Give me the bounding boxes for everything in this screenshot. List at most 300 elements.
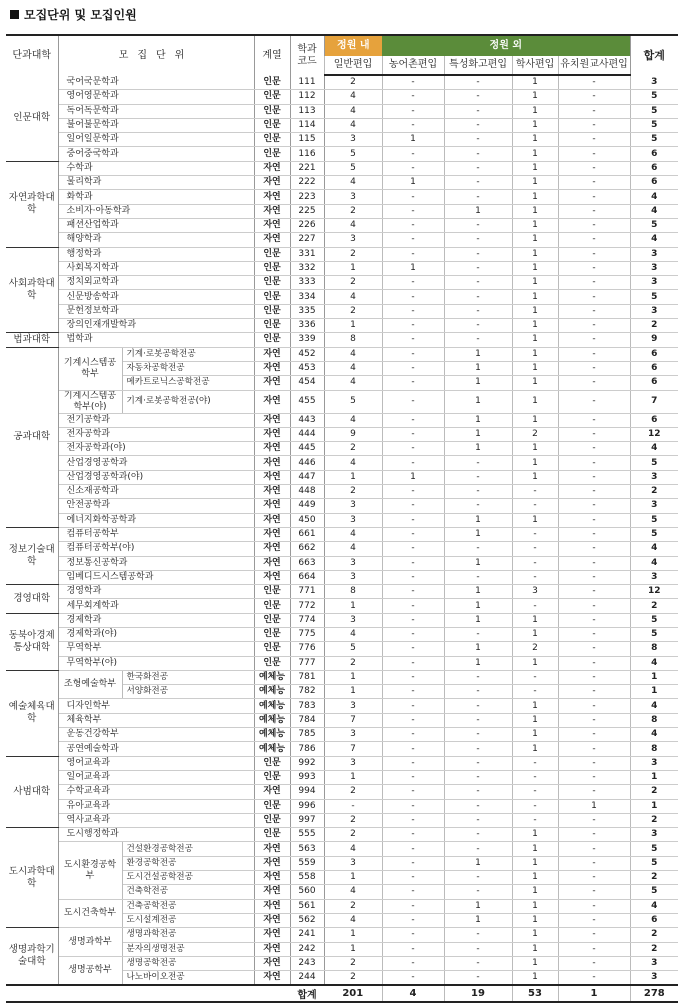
unit-cell: 건축학전공 xyxy=(122,885,254,899)
specialized-cell: - xyxy=(444,971,512,986)
row-total-cell: 4 xyxy=(630,899,678,913)
bachelor-cell: 1 xyxy=(512,376,558,390)
specialized-cell: - xyxy=(444,104,512,118)
farming-cell: - xyxy=(382,899,444,913)
table-row xyxy=(6,218,678,232)
farming-cell: - xyxy=(382,376,444,390)
row-total-cell: 1 xyxy=(630,670,678,684)
specialized-cell: 1 xyxy=(444,913,512,927)
code-cell: 448 xyxy=(290,485,324,499)
bachelor-cell: 1 xyxy=(512,713,558,727)
specialized-cell: 1 xyxy=(444,656,512,670)
general-cell: 1 xyxy=(324,261,382,275)
code-cell: 783 xyxy=(290,699,324,713)
type-cell: 자연 xyxy=(254,527,290,541)
bachelor-cell: - xyxy=(512,499,558,513)
header-code-line2: 코드 xyxy=(297,55,317,67)
general-cell: 4 xyxy=(324,104,382,118)
farming-cell: - xyxy=(382,233,444,247)
total-label: 합계 xyxy=(290,985,324,1002)
bachelor-cell: - xyxy=(512,813,558,827)
row-total-cell: 1 xyxy=(630,799,678,813)
type-cell: 인문 xyxy=(254,333,290,347)
farming-cell: - xyxy=(382,542,444,556)
row-total-cell: 5 xyxy=(630,104,678,118)
bachelor-cell: 1 xyxy=(512,627,558,641)
general-cell: 8 xyxy=(324,585,382,599)
unit-cell: 산업경영공학과(야) xyxy=(58,470,254,484)
specialized-cell: - xyxy=(444,770,512,784)
kindergarten-cell: - xyxy=(558,233,630,247)
farming-cell: - xyxy=(382,585,444,599)
unit-cell: 문헌정보학과 xyxy=(58,304,254,318)
specialized-cell: - xyxy=(444,670,512,684)
college-cell: 법과대학 xyxy=(6,333,58,347)
unit-cell: 기계·로봇공학전공 xyxy=(122,347,254,361)
table-row xyxy=(6,599,678,613)
type-cell: 인문 xyxy=(254,133,290,147)
table-row xyxy=(6,928,678,942)
unit-cell: 장의인재개발학과 xyxy=(58,319,254,333)
row-total-cell: 6 xyxy=(630,376,678,390)
type-cell: 인문 xyxy=(254,599,290,613)
unit-cell: 메카트로닉스공학전공 xyxy=(122,376,254,390)
farming-cell: - xyxy=(382,699,444,713)
table-row xyxy=(6,104,678,118)
type-cell: 자연 xyxy=(254,427,290,441)
general-cell: 4 xyxy=(324,90,382,104)
code-cell: 222 xyxy=(290,176,324,190)
unit-cell: 한국화전공 xyxy=(122,670,254,684)
type-cell: 인문 xyxy=(254,276,290,290)
bachelor-cell: 1 xyxy=(512,942,558,956)
code-cell: 225 xyxy=(290,204,324,218)
unit-cell: 해양학과 xyxy=(58,233,254,247)
kindergarten-cell: - xyxy=(558,842,630,856)
farming-cell: - xyxy=(382,942,444,956)
bachelor-cell: 1 xyxy=(512,956,558,970)
kindergarten-cell: - xyxy=(558,513,630,527)
general-cell: 1 xyxy=(324,871,382,885)
farming-cell: - xyxy=(382,670,444,684)
sub-division-cell: 기계시스템공학부 xyxy=(58,347,122,390)
unit-cell: 환경공학전공 xyxy=(122,856,254,870)
kindergarten-cell: - xyxy=(558,442,630,456)
code-cell: 335 xyxy=(290,304,324,318)
row-total-cell: 5 xyxy=(630,118,678,132)
code-cell: 453 xyxy=(290,361,324,375)
farming-cell: - xyxy=(382,247,444,261)
bachelor-cell: - xyxy=(512,756,558,770)
total-kindergarten: 1 xyxy=(558,985,630,1002)
sub-division-cell: 생명공학부 xyxy=(58,956,122,985)
type-cell: 자연 xyxy=(254,956,290,970)
bachelor-cell: - xyxy=(512,785,558,799)
table-row xyxy=(6,956,678,970)
college-cell: 경영대학 xyxy=(6,585,58,614)
type-cell: 자연 xyxy=(254,570,290,584)
kindergarten-cell: - xyxy=(558,913,630,927)
row-total-cell: 3 xyxy=(630,247,678,261)
farming-cell: - xyxy=(382,333,444,347)
unit-cell: 디자인학부 xyxy=(58,699,254,713)
farming-cell: - xyxy=(382,713,444,727)
table-row xyxy=(6,813,678,827)
unit-cell: 사회복지학과 xyxy=(58,261,254,275)
kindergarten-cell: - xyxy=(558,828,630,842)
college-cell: 사범대학 xyxy=(6,756,58,827)
general-cell: 2 xyxy=(324,247,382,261)
farming-cell: - xyxy=(382,527,444,541)
total-farming: 4 xyxy=(382,985,444,1002)
row-total-cell: 5 xyxy=(630,290,678,304)
type-cell: 자연 xyxy=(254,233,290,247)
row-total-cell: 5 xyxy=(630,885,678,899)
bachelor-cell: 1 xyxy=(512,361,558,375)
bachelor-cell: 1 xyxy=(512,871,558,885)
general-cell: 5 xyxy=(324,642,382,656)
kindergarten-cell: - xyxy=(558,542,630,556)
bachelor-cell: 1 xyxy=(512,728,558,742)
code-cell: 775 xyxy=(290,627,324,641)
specialized-cell: - xyxy=(444,147,512,161)
unit-cell: 세무회계학과 xyxy=(58,599,254,613)
kindergarten-cell: - xyxy=(558,376,630,390)
row-total-cell: 8 xyxy=(630,642,678,656)
bachelor-cell: - xyxy=(512,556,558,570)
total-specialized: 19 xyxy=(444,985,512,1002)
unit-cell: 영어교육과 xyxy=(58,756,254,770)
bachelor-cell: - xyxy=(512,570,558,584)
row-total-cell: 4 xyxy=(630,233,678,247)
type-cell: 자연 xyxy=(254,176,290,190)
bachelor-cell: 1 xyxy=(512,613,558,627)
kindergarten-cell: - xyxy=(558,885,630,899)
general-cell: 4 xyxy=(324,413,382,427)
code-cell: 116 xyxy=(290,147,324,161)
bachelor-cell: 1 xyxy=(512,190,558,204)
header-bachelor: 학사편입 xyxy=(512,56,558,75)
code-cell: 445 xyxy=(290,442,324,456)
kindergarten-cell: - xyxy=(558,856,630,870)
specialized-cell: 1 xyxy=(444,376,512,390)
table-row xyxy=(6,513,678,527)
kindergarten-cell: - xyxy=(558,971,630,986)
farming-cell: - xyxy=(382,390,444,413)
bachelor-cell: 1 xyxy=(512,656,558,670)
farming-cell: - xyxy=(382,842,444,856)
row-total-cell: 3 xyxy=(630,304,678,318)
general-cell: 3 xyxy=(324,190,382,204)
farming-cell: - xyxy=(382,613,444,627)
kindergarten-cell: - xyxy=(558,361,630,375)
bachelor-cell: 1 xyxy=(512,204,558,218)
specialized-cell: 1 xyxy=(444,513,512,527)
general-cell: - xyxy=(324,799,382,813)
type-cell: 인문 xyxy=(254,770,290,784)
specialized-cell: - xyxy=(444,956,512,970)
farming-cell: - xyxy=(382,90,444,104)
code-cell: 331 xyxy=(290,247,324,261)
row-total-cell: 12 xyxy=(630,427,678,441)
farming-cell: - xyxy=(382,161,444,175)
bachelor-cell: 1 xyxy=(512,442,558,456)
specialized-cell: - xyxy=(444,928,512,942)
row-total-cell: 3 xyxy=(630,276,678,290)
farming-cell: - xyxy=(382,513,444,527)
code-cell: 994 xyxy=(290,785,324,799)
code-cell: 996 xyxy=(290,799,324,813)
table-row xyxy=(6,75,678,90)
general-cell: 3 xyxy=(324,133,382,147)
unit-cell: 컴퓨터공학부 xyxy=(58,527,254,541)
unit-cell: 역사교육과 xyxy=(58,813,254,827)
code-cell: 661 xyxy=(290,527,324,541)
general-cell: 2 xyxy=(324,304,382,318)
type-cell: 자연 xyxy=(254,885,290,899)
kindergarten-cell: - xyxy=(558,390,630,413)
farming-cell: - xyxy=(382,928,444,942)
unit-cell: 서양화전공 xyxy=(122,685,254,699)
general-cell: 4 xyxy=(324,376,382,390)
table-row xyxy=(6,442,678,456)
specialized-cell: - xyxy=(444,176,512,190)
bachelor-cell: 1 xyxy=(512,856,558,870)
bachelor-cell: 1 xyxy=(512,456,558,470)
code-cell: 784 xyxy=(290,713,324,727)
table-row xyxy=(6,118,678,132)
farming-cell: - xyxy=(382,456,444,470)
row-total-cell: 5 xyxy=(630,527,678,541)
unit-cell: 생명공학전공 xyxy=(122,956,254,970)
specialized-cell: - xyxy=(444,728,512,742)
specialized-cell: - xyxy=(444,685,512,699)
type-cell: 자연 xyxy=(254,390,290,413)
code-cell: 444 xyxy=(290,427,324,441)
general-cell: 4 xyxy=(324,913,382,927)
header-farming: 농어촌편입 xyxy=(382,56,444,75)
general-cell: 3 xyxy=(324,499,382,513)
type-cell: 예체능 xyxy=(254,742,290,756)
type-cell: 인문 xyxy=(254,247,290,261)
table-row xyxy=(6,585,678,599)
general-cell: 4 xyxy=(324,842,382,856)
farming-cell: - xyxy=(382,347,444,361)
table-row xyxy=(6,176,678,190)
farming-cell: - xyxy=(382,204,444,218)
kindergarten-cell: - xyxy=(558,670,630,684)
recruitment-table xyxy=(6,34,678,1003)
specialized-cell: 1 xyxy=(444,856,512,870)
total-general: 201 xyxy=(324,985,382,1002)
specialized-cell: - xyxy=(444,333,512,347)
unit-cell: 물리학과 xyxy=(58,176,254,190)
table-row xyxy=(6,319,678,333)
bachelor-cell: 1 xyxy=(512,290,558,304)
header-unit xyxy=(58,35,254,75)
unit-cell: 독어독문학과 xyxy=(58,104,254,118)
header-unit-text: 모집단위 xyxy=(118,49,194,61)
kindergarten-cell: - xyxy=(558,585,630,599)
kindergarten-cell: - xyxy=(558,290,630,304)
specialized-cell: - xyxy=(444,75,512,90)
type-cell: 인문 xyxy=(254,304,290,318)
unit-cell: 일어일문학과 xyxy=(58,133,254,147)
kindergarten-cell: - xyxy=(558,685,630,699)
code-cell: 558 xyxy=(290,871,324,885)
row-total-cell: 2 xyxy=(630,785,678,799)
unit-cell: 경제학과(야) xyxy=(58,627,254,641)
farming-cell: - xyxy=(382,413,444,427)
kindergarten-cell: - xyxy=(558,247,630,261)
kindergarten-cell: - xyxy=(558,699,630,713)
kindergarten-cell: - xyxy=(558,928,630,942)
row-total-cell: 6 xyxy=(630,176,678,190)
table-row xyxy=(6,842,678,856)
kindergarten-cell: - xyxy=(558,133,630,147)
row-total-cell: 4 xyxy=(630,556,678,570)
code-cell: 663 xyxy=(290,556,324,570)
code-cell: 244 xyxy=(290,971,324,986)
table-row xyxy=(6,390,678,413)
code-cell: 226 xyxy=(290,218,324,232)
type-cell: 인문 xyxy=(254,75,290,90)
code-cell: 772 xyxy=(290,599,324,613)
kindergarten-cell: - xyxy=(558,190,630,204)
specialized-cell: - xyxy=(444,319,512,333)
table-row xyxy=(6,413,678,427)
type-cell: 자연 xyxy=(254,513,290,527)
type-cell: 자연 xyxy=(254,413,290,427)
table-row xyxy=(6,670,678,684)
row-total-cell: 3 xyxy=(630,75,678,90)
general-cell: 7 xyxy=(324,713,382,727)
farming-cell: - xyxy=(382,427,444,441)
farming-cell: - xyxy=(382,785,444,799)
farming-cell: - xyxy=(382,756,444,770)
general-cell: 3 xyxy=(324,570,382,584)
header-kindergarten: 유치원교사편입 xyxy=(558,56,630,75)
header-specialized: 특성화고편입 xyxy=(444,56,512,75)
table-row xyxy=(6,527,678,541)
unit-cell: 정보통신공학과 xyxy=(58,556,254,570)
kindergarten-cell: - xyxy=(558,556,630,570)
bachelor-cell: 1 xyxy=(512,161,558,175)
farming-cell: - xyxy=(382,276,444,290)
specialized-cell: - xyxy=(444,799,512,813)
table-row xyxy=(6,190,678,204)
row-total-cell: 1 xyxy=(630,685,678,699)
type-cell: 인문 xyxy=(254,104,290,118)
general-cell: 4 xyxy=(324,218,382,232)
row-total-cell: 4 xyxy=(630,699,678,713)
table-row xyxy=(6,133,678,147)
code-cell: 563 xyxy=(290,842,324,856)
general-cell: 1 xyxy=(324,770,382,784)
general-cell: 3 xyxy=(324,613,382,627)
code-cell: 455 xyxy=(290,390,324,413)
bachelor-cell: - xyxy=(512,542,558,556)
table-row xyxy=(6,770,678,784)
table-row xyxy=(6,828,678,842)
type-cell: 자연 xyxy=(254,347,290,361)
kindergarten-cell: - xyxy=(558,319,630,333)
specialized-cell: - xyxy=(444,627,512,641)
table-row xyxy=(6,785,678,799)
general-cell: 2 xyxy=(324,204,382,218)
kindergarten-cell: - xyxy=(558,728,630,742)
farming-cell: - xyxy=(382,642,444,656)
specialized-cell: 1 xyxy=(444,347,512,361)
sub-division-cell: 조형예술학부 xyxy=(58,670,122,699)
type-cell: 인문 xyxy=(254,118,290,132)
general-cell: 2 xyxy=(324,276,382,290)
general-cell: 3 xyxy=(324,756,382,770)
table-row xyxy=(6,290,678,304)
general-cell: 2 xyxy=(324,813,382,827)
unit-cell: 건축공학전공 xyxy=(122,899,254,913)
college-cell: 생명과학기술대학 xyxy=(6,928,58,986)
unit-cell: 전자공학과 xyxy=(58,427,254,441)
code-cell: 227 xyxy=(290,233,324,247)
code-cell: 334 xyxy=(290,290,324,304)
code-cell: 992 xyxy=(290,756,324,770)
code-cell: 993 xyxy=(290,770,324,784)
row-total-cell: 4 xyxy=(630,728,678,742)
kindergarten-cell: - xyxy=(558,176,630,190)
unit-cell: 화학과 xyxy=(58,190,254,204)
table-row xyxy=(6,304,678,318)
farming-cell: 1 xyxy=(382,470,444,484)
code-cell: 241 xyxy=(290,928,324,942)
type-cell: 인문 xyxy=(254,290,290,304)
code-cell: 447 xyxy=(290,470,324,484)
table-row xyxy=(6,247,678,261)
bachelor-cell: 1 xyxy=(512,276,558,290)
unit-cell: 자동차공학전공 xyxy=(122,361,254,375)
unit-cell: 유아교육과 xyxy=(58,799,254,813)
kindergarten-cell: - xyxy=(558,785,630,799)
general-cell: 3 xyxy=(324,233,382,247)
row-total-cell: 3 xyxy=(630,499,678,513)
bachelor-cell: 1 xyxy=(512,390,558,413)
specialized-cell: - xyxy=(444,290,512,304)
farming-cell: - xyxy=(382,218,444,232)
row-total-cell: 6 xyxy=(630,161,678,175)
table-row xyxy=(6,570,678,584)
type-cell: 자연 xyxy=(254,942,290,956)
unit-cell: 신소재공학과 xyxy=(58,485,254,499)
table-row xyxy=(6,556,678,570)
farming-cell: - xyxy=(382,956,444,970)
farming-cell: - xyxy=(382,770,444,784)
total-sum: 278 xyxy=(630,985,678,1002)
kindergarten-cell: - xyxy=(558,147,630,161)
row-total-cell: 6 xyxy=(630,413,678,427)
farming-cell: 1 xyxy=(382,261,444,275)
unit-cell: 무역학부 xyxy=(58,642,254,656)
farming-cell: - xyxy=(382,147,444,161)
farming-cell: - xyxy=(382,656,444,670)
kindergarten-cell: - xyxy=(558,499,630,513)
code-cell: 242 xyxy=(290,942,324,956)
type-cell: 인문 xyxy=(254,799,290,813)
farming-cell: - xyxy=(382,361,444,375)
kindergarten-cell: - xyxy=(558,161,630,175)
type-cell: 자연 xyxy=(254,899,290,913)
row-total-cell: 5 xyxy=(630,513,678,527)
code-cell: 555 xyxy=(290,828,324,842)
